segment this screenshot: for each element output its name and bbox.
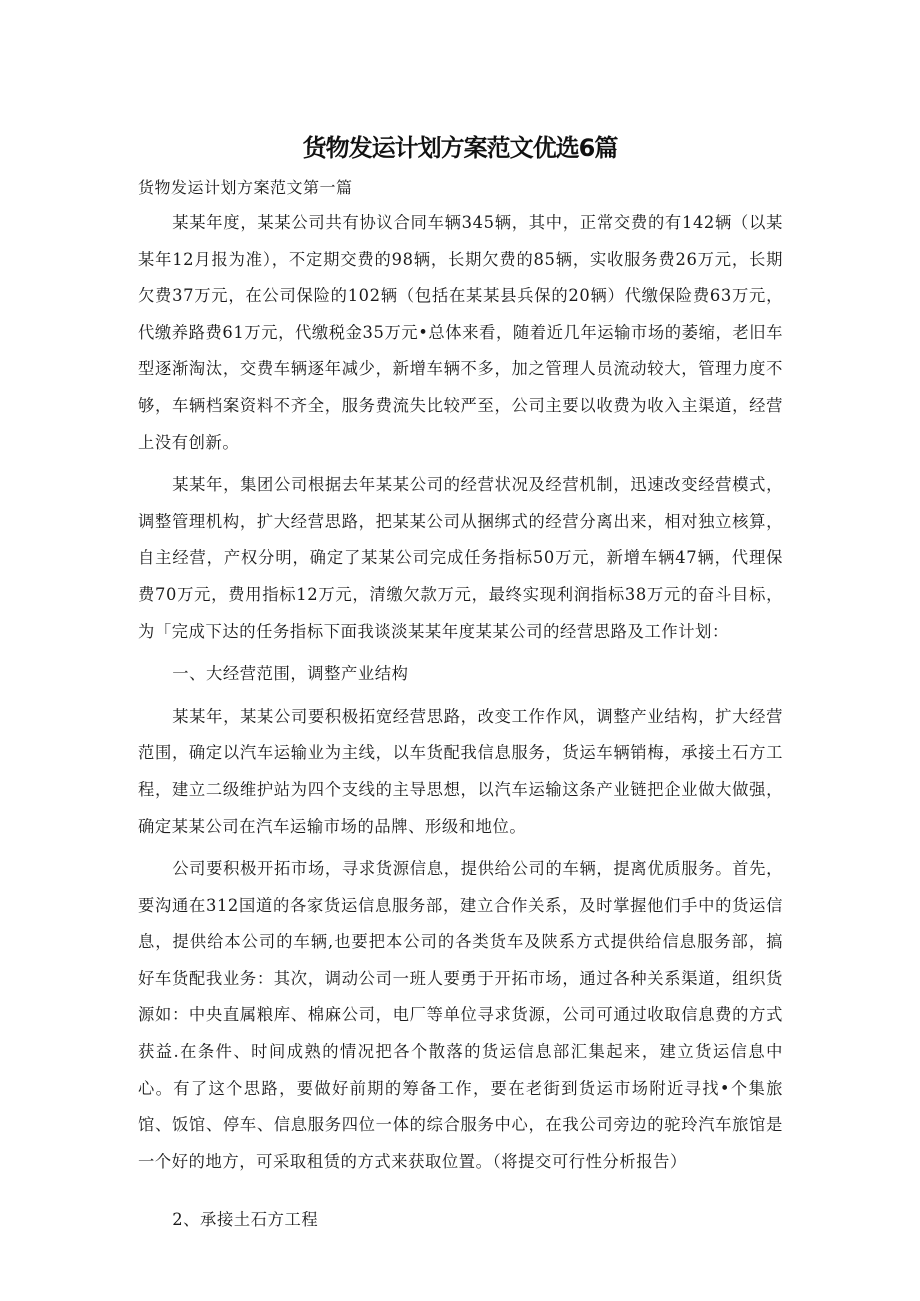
document-body [138, 205, 783, 1239]
paragraph-market: 公司要积极开拓市场，寻求货源信息，提供给公司的车辆，提离优质服务。首先，要沟通在312国道的各家货运信息服务部，建立合作关系，及时掌握他们手中的货运信息，提供给本公司的车辆,也要把本公司的各类货车及陕系方式提供给信息服务部，搞好车货配我业务：其次，调动公司一班人要勇于开拓市场，通过各种关系渠道，组织货源如：中央直属粮库、棉麻公司，电厂等单位寻求货源，公司可通过收取信息费的方式获益.在条件、时间成熟的情况把各个散落的货运信息部汇集起来，建立货运信息中心。有了这个思路，要做好前期的筹备工作，要在老街到货运市场附近寻找•个集旅馆、饭馆、停车、信息服务四位一体的综合服务中心，在我公司旁边的驼玲汽车旅馆是一个好的地方，可采取租赁的方式来获取位置。（将提交可行性分析报告） [138, 859, 783, 1171]
paragraph-plan: 某某年，集团公司根据去年某某公司的经营状况及经营机制，迅速改变经营模式，调整管理机构，扩大经营思路，把某某公司从捆绑式的经营分离出来，相对独立核算，自主经营，产权分明，确定了某某公司完成任务指标50万元，新增车辆47辆，代理保费70万元，费用指标12万元，清缴欠款万元，最终实现利润指标38万元的奋斗目标，为「完成下达的任务指标下面我谈淡某某年度某某公司的经营思路及工作计划： [138, 475, 783, 641]
paragraph-structure: 某某年，某某公司要积极拓宽经营思路，改变工作作风，调整产业结构，扩大经营范围，确定以汽车运输业为主线，以车货配我信息服务，货运车辆销梅，承接土石方工程，建立二级维护站为四个支线的主导思想，以汽车运输这条产业链把企业做大做强，确定某某公司在汽车运输市场的品牌、形级和地位。 [138, 706, 783, 836]
section-heading-2: 2、承接土石方工程 [172, 1210, 319, 1230]
paragraph-overview: 某某年度，某某公司共有协议合同车辆345辆，其中，正常交费的有142辆（以某某年12月报为准），不定期交费的98辆，长期欠费的85辆，实收服务费26万元，长期欠费37万元，在公司保险的102辆（包括在某某县兵保的20辆）代缴保险费63万元，代缴养路费61万元，代缴税金35万元•总体来看，随着近几年运输市场的萎缩，老旧车型逐渐淘汰，交费车辆逐年减少，新增车辆不多，加之管理人员流动较大，管理力度不够，车辆档案资料不齐全，服务费流失比较严至，公司主要以收费为收入主渠道，经营上没有创新。 [138, 213, 783, 452]
document-subtitle: 货物发运计划方案范文第一篇 [138, 178, 353, 197]
document-title: 货物发运计划方案范文优选6篇 [302, 134, 618, 162]
section-heading-1: 一、大经营范围，调整产业结构 [172, 664, 409, 684]
